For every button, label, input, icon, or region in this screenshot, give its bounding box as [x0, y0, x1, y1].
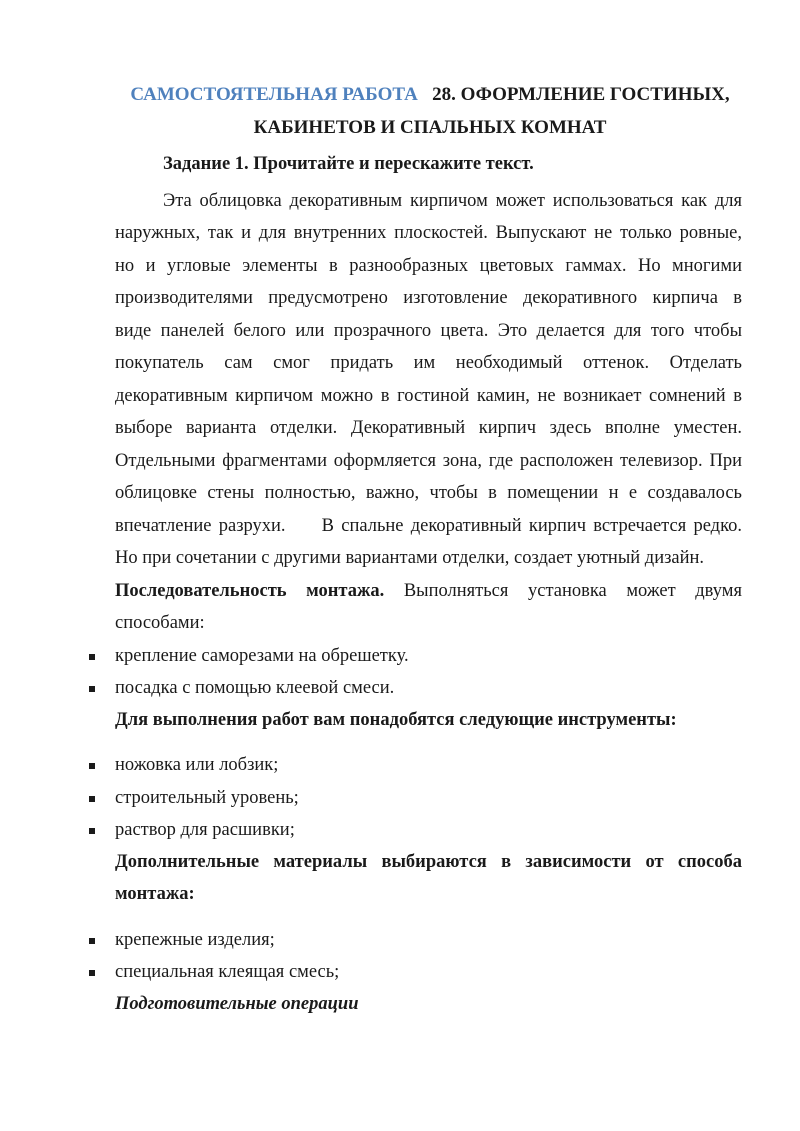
title-blue-part: САМОСТОЯТЕЛЬНАЯ РАБОТА — [130, 84, 418, 105]
list-item: крепление саморезами на обрешетку. — [115, 646, 409, 666]
bullet-icon — [89, 970, 95, 976]
list-item: ножовка или лобзик; — [115, 755, 279, 775]
list-item: строительный уровень; — [115, 788, 299, 808]
sequence-line-2: способами: — [115, 613, 205, 633]
sequence-line — [115, 575, 742, 608]
sequence-rest: Выполняться установка может двумя — [384, 581, 742, 601]
paragraph-line: виде панелей белого или прозрачного цвета. Это делается для того чтобы — [115, 321, 742, 341]
paragraph-line: декоративным кирпичом можно в гостиной камин, не возникает сомнений в — [115, 386, 742, 406]
paragraph-line: впечатление разрухи. В спальне декоративный кирпич встречается редко. — [115, 516, 742, 536]
paragraph-line: Но при сочетании с другими вариантами отделки, создает уютный дизайн. — [115, 548, 705, 568]
bullet-icon — [89, 763, 95, 769]
paragraph-line: наружных, так и для внутренних плоскостей. Выпускают не только ровные, — [115, 223, 742, 243]
paragraph-line: Отдельными фрагментами оформляется зона, где расположен телевизор. При — [115, 451, 742, 471]
title-rest-part: 28. ОФОРМЛЕНИЕ ГОСТИНЫХ, — [432, 84, 730, 105]
list-item: посадка с помощью клеевой смеси. — [115, 678, 395, 698]
task-heading: Задание 1. Прочитайте и перескажите текст. — [163, 154, 534, 174]
bullet-icon — [89, 796, 95, 802]
paragraph-line: облицовке стены полностью, важно, чтобы в помещении н е создавалось — [115, 483, 742, 503]
materials-heading-line-1: Дополнительные материалы выбираются в зависимости от способа — [115, 852, 742, 872]
page-title-line-2: КАБИНЕТОВ И СПАЛЬНЫХ КОМНАТ — [253, 117, 607, 138]
bullet-icon — [89, 828, 95, 834]
prep-heading: Подготовительные операции — [115, 994, 359, 1014]
tools-heading: Для выполнения работ вам понадобятся следующие инструменты: — [115, 710, 677, 730]
bullet-icon — [89, 686, 95, 692]
list-item: специальная клеящая смесь; — [115, 962, 340, 982]
bullet-icon — [89, 938, 95, 944]
paragraph-line: производителями предусмотрено изготовление декоративного кирпича в — [115, 288, 742, 308]
sequence-bold: Последовательность монтажа. — [115, 581, 385, 601]
list-item: крепежные изделия; — [115, 930, 275, 950]
paragraph-line: выборе варианта отделки. Декоративный кирпич здесь вполне уместен. — [115, 418, 742, 438]
paragraph-line: Эта облицовка декоративным кирпичом может использоваться как для — [163, 191, 742, 211]
materials-heading-line-2: монтажа: — [115, 884, 195, 904]
list-item: раствор для расшивки; — [115, 820, 295, 840]
paragraph-line: покупатель сам смог придать им необходимый оттенок. Отделать — [115, 353, 742, 373]
paragraph-line: но и угловые элементы в разнообразных цветовых гаммах. Но многими — [115, 256, 742, 276]
page-title-line-1 — [30, 79, 800, 111]
bullet-icon — [89, 654, 95, 660]
